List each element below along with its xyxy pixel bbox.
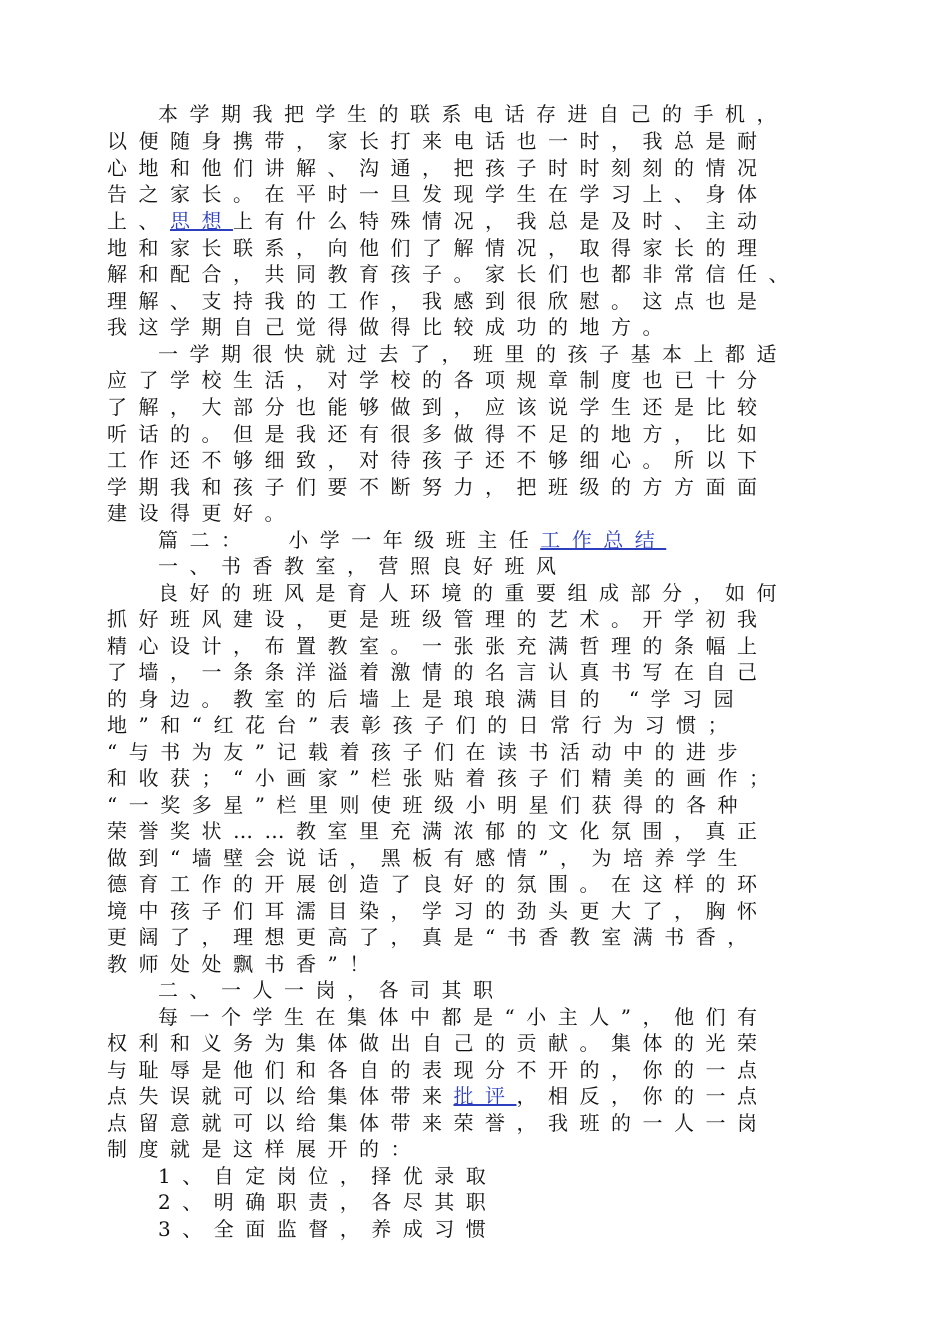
text-line: 教师处处飘书香”！ xyxy=(107,952,381,976)
text-line: 荣誉奖状……教室里充满浓郁的文化氛围，真正 xyxy=(107,819,769,843)
text-line: 和收获；“小画家”栏张贴着孩子们精美的画作； xyxy=(107,766,781,790)
subsection-title: 一、书香教室，营照良好班风 xyxy=(158,554,568,578)
text-line: 抓好班风建设，更是班级管理的艺术。开学初我 xyxy=(107,607,769,631)
text-line: “一奖多星”栏里则使班级小明星们获得的各种 xyxy=(107,793,749,817)
text-line: 解和配合，共同教育孩子。家长们也都非常信任、 xyxy=(107,262,800,286)
text-segment: 点失误就可以给集体带来 xyxy=(107,1084,454,1108)
text-line: 学期我和孩子们要不断努力，把班级的方方面面 xyxy=(107,475,769,499)
text-line: “与书为友”记载着孩子们在读书活动中的进步 xyxy=(107,740,749,764)
text-segment: 上、 xyxy=(107,209,170,233)
text-line: 听话的。但是我还有很多做得不足的地方，比如 xyxy=(107,422,769,446)
subsection-title: 二、一人一岗，各司其职 xyxy=(158,978,505,1002)
text-line: 建设得更好。 xyxy=(107,501,296,525)
text-line: 境中孩子们耳濡目染，学习的劲头更大了，胸怀 xyxy=(107,899,769,923)
link-sixiang[interactable]: 思想 xyxy=(170,209,233,233)
text-line: 与耻辱是他们和各自的表现分不开的，你的一点 xyxy=(107,1058,769,1082)
list-item: 2、明确职责，各尽其职 xyxy=(158,1190,498,1214)
heading-text: 篇二： 小学一年级班主任 xyxy=(158,528,541,552)
link-work-summary[interactable]: 工作总结 xyxy=(540,528,667,552)
text-line: 点留意就可以给集体带来荣誉，我班的一人一岗 xyxy=(107,1111,769,1135)
text-line: 良好的班风是育人环境的重要组成部分，如何 xyxy=(158,581,788,605)
text-line: 本学期我把学生的联系电话存进自己的手机， xyxy=(158,102,788,126)
text-line-with-link xyxy=(107,1083,769,1109)
text-line: 更阔了，理想更高了，真是“书香教室满书香， xyxy=(107,925,759,949)
text-line: 理解、支持我的工作，我感到很欣慰。这点也是 xyxy=(107,289,769,313)
text-line: 告之家长。在平时一旦发现学生在学习上、身体 xyxy=(107,182,769,206)
text-line: 地”和“红花台”表彰孩子们的日常行为习惯； xyxy=(107,713,740,737)
text-line: 每一个学生在集体中都是“小主人”，他们有 xyxy=(158,1005,769,1029)
text-line: 应了学校生活，对学校的各项规章制度也已十分 xyxy=(107,368,769,392)
text-line: 一学期很快就过去了，班里的孩子基本上都适 xyxy=(158,342,788,366)
list-item: 3、全面监督，养成习惯 xyxy=(158,1217,498,1241)
text-line: 心地和他们讲解、沟通，把孩子时时刻刻的情况 xyxy=(107,156,769,180)
text-line: 权利和义务为集体做出自己的贡献。集体的光荣 xyxy=(107,1031,769,1055)
text-line: 的身边。教室的后墙上是琅琅满目的 “学习园 xyxy=(107,687,746,711)
text-line: 以便随身携带，家长打来电话也一时，我总是耐 xyxy=(107,129,769,153)
list-item: 1、自定岗位，择优录取 xyxy=(158,1164,498,1188)
text-line: 了解，大部分也能够做到，应该说学生还是比较 xyxy=(107,395,769,419)
text-line: 地和家长联系，向他们了解情况，取得家长的理 xyxy=(107,236,769,260)
text-line: 德育工作的开展创造了良好的氛围。在这样的环 xyxy=(107,872,769,896)
text-line: 工作还不够细致，对待孩子还不够细心。所以下 xyxy=(107,448,769,472)
text-line: 精心设计，布置教室。一张张充满哲理的条幅上 xyxy=(107,634,769,658)
link-piping[interactable]: 批评 xyxy=(453,1084,517,1108)
text-segment: 上有什么特殊情况，我总是及时、主动 xyxy=(233,209,769,233)
text-segment: ，相反，你的一点 xyxy=(516,1084,769,1108)
text-line: 做到“墙壁会说话，黑板有感情”，为培养学生 xyxy=(107,846,749,870)
text-line: 我这学期自己觉得做得比较成功的地方。 xyxy=(107,315,674,339)
text-line: 制度就是这样展开的： xyxy=(107,1137,422,1161)
section-heading xyxy=(158,527,666,553)
text-line: 了墙，一条条洋溢着激情的名言认真书写在自己 xyxy=(107,660,769,684)
text-line-with-link xyxy=(107,208,769,234)
